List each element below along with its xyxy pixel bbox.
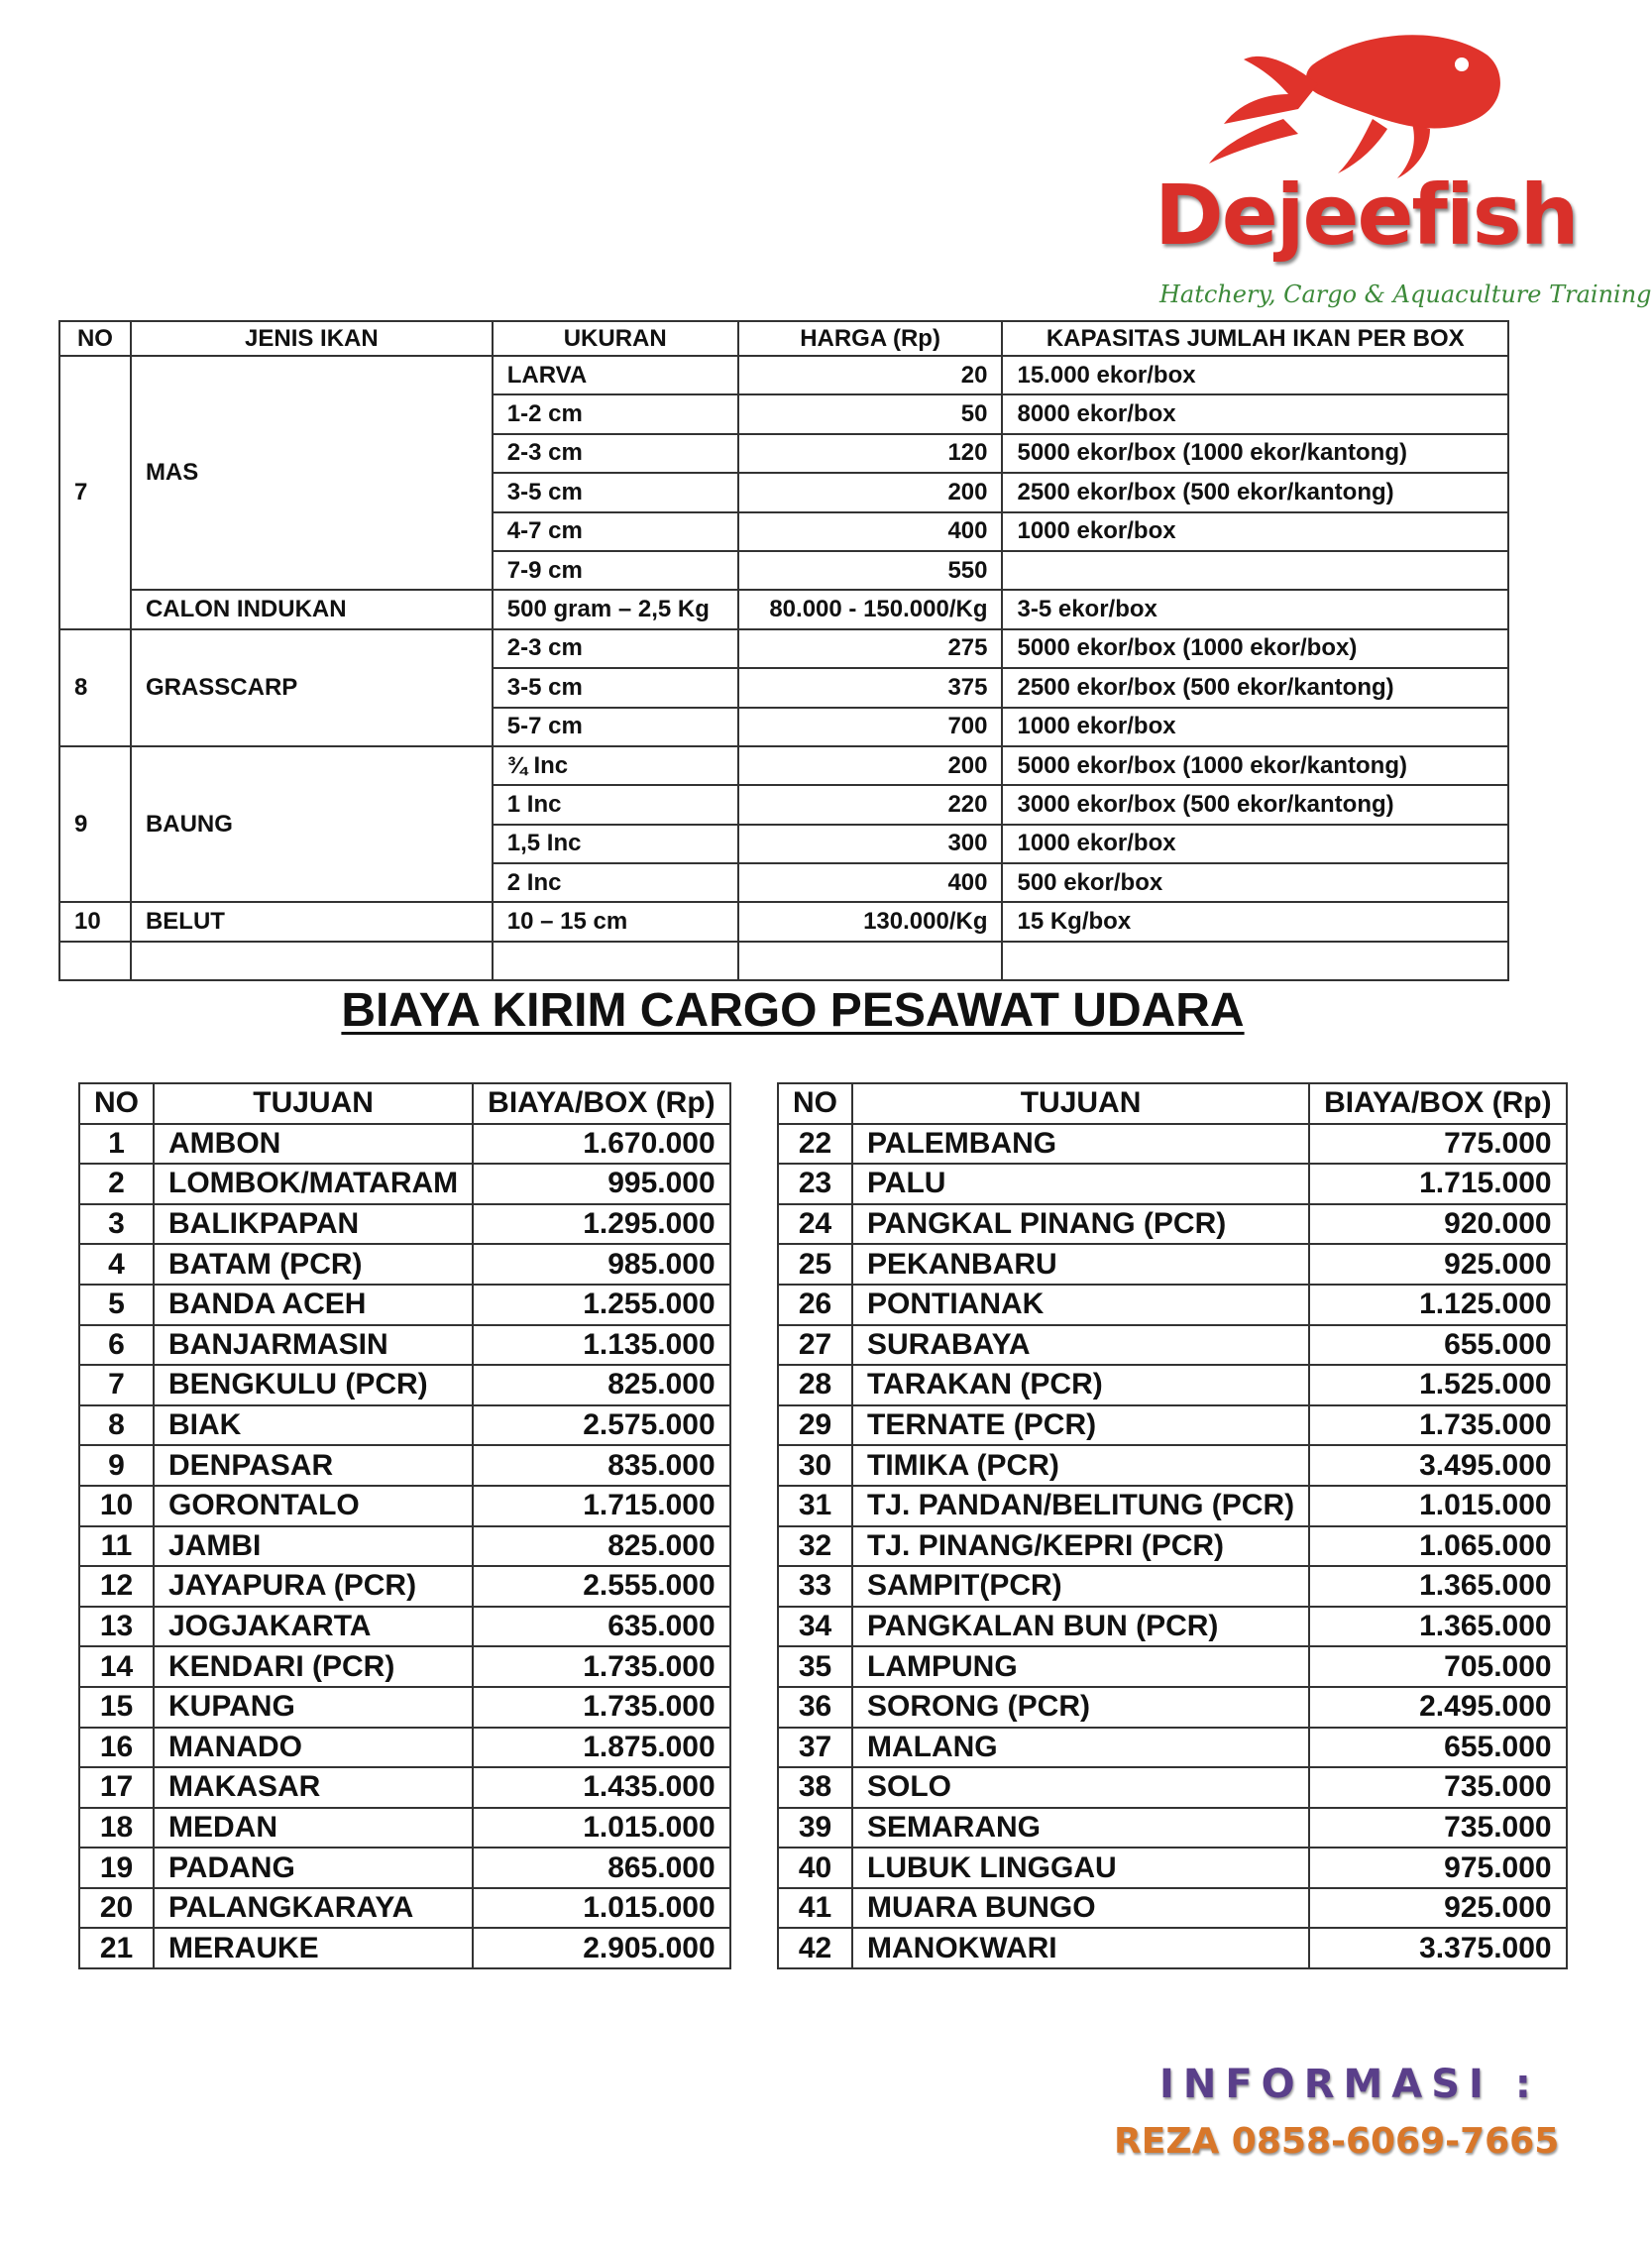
table-row	[79, 1646, 730, 1687]
contact-phone: REZA 0858-6069-7665	[1114, 2121, 1560, 2162]
destination-cell: MALANG	[852, 1728, 1309, 1768]
table-row	[59, 902, 1508, 941]
destination-cell: PALANGKARAYA	[154, 1888, 473, 1929]
header-harga: HARGA (Rp)	[738, 321, 1003, 356]
cost-cell: 995.000	[473, 1164, 729, 1204]
cost-cell: 1.435.000	[473, 1767, 729, 1808]
destination-cell: JAMBI	[154, 1526, 473, 1567]
table-row	[79, 1728, 730, 1768]
price-cell: 80.000 - 150.000/Kg	[738, 590, 1003, 628]
cost-cell: 835.000	[473, 1445, 729, 1486]
row-no: 8	[79, 1405, 154, 1446]
cargo-title-text: BIAYA KIRIM CARGO PESAWAT UDARA	[341, 984, 1245, 1037]
table-row	[79, 1928, 730, 1968]
cost-cell: 1.735.000	[473, 1687, 729, 1728]
destination-cell: JOGJAKARTA	[154, 1607, 473, 1647]
destination-cell: MERAUKE	[154, 1928, 473, 1968]
row-no: 28	[778, 1365, 852, 1405]
row-no: 4	[79, 1244, 154, 1285]
cost-cell: 925.000	[1309, 1244, 1566, 1285]
cost-cell: 2.575.000	[473, 1405, 729, 1446]
fish-name: BELUT	[131, 902, 493, 941]
fish-name: BAUNG	[131, 746, 493, 903]
header-tujuan: TUJUAN	[852, 1083, 1309, 1124]
header-no: NO	[778, 1083, 852, 1124]
fish-name: GRASSCARP	[131, 629, 493, 746]
destination-cell: BATAM (PCR)	[154, 1244, 473, 1285]
table-header-row	[79, 1083, 730, 1124]
row-no: 27	[778, 1325, 852, 1366]
cost-cell: 1.715.000	[1309, 1164, 1566, 1204]
row-no: 13	[79, 1607, 154, 1647]
destination-cell: KENDARI (PCR)	[154, 1646, 473, 1687]
row-no: 41	[778, 1888, 852, 1929]
row-no: 5	[79, 1285, 154, 1325]
capacity-cell: 3-5 ekor/box	[1002, 590, 1508, 628]
size-cell: 10 – 15 cm	[493, 902, 738, 941]
cost-cell: 2.495.000	[1309, 1687, 1566, 1728]
brand-name: Dejeefish	[1155, 167, 1578, 264]
destination-cell: PANGKAL PINANG (PCR)	[852, 1204, 1309, 1245]
row-no: 3	[79, 1204, 154, 1245]
table-row	[778, 1928, 1567, 1968]
size-cell: 2 Inc	[493, 863, 738, 902]
table-row	[79, 1607, 730, 1647]
row-no: 38	[778, 1767, 852, 1808]
destination-cell: AMBON	[154, 1124, 473, 1165]
row-no: 7	[79, 1365, 154, 1405]
cost-cell: 1.365.000	[1309, 1607, 1566, 1647]
destination-cell: DENPASAR	[154, 1445, 473, 1486]
destination-cell: MANADO	[154, 1728, 473, 1768]
table-row	[778, 1808, 1567, 1849]
row-no: 23	[778, 1164, 852, 1204]
destination-cell: PEKANBARU	[852, 1244, 1309, 1285]
row-no: 19	[79, 1848, 154, 1888]
table-row	[59, 356, 1508, 394]
header-biaya: BIAYA/BOX (Rp)	[1309, 1083, 1566, 1124]
destination-cell: SURABAYA	[852, 1325, 1309, 1366]
row-no: 7	[59, 356, 131, 629]
row-no: 18	[79, 1808, 154, 1849]
destination-cell: LOMBOK/MATARAM	[154, 1164, 473, 1204]
cost-cell: 705.000	[1309, 1646, 1566, 1687]
capacity-cell: 1000 ekor/box	[1002, 512, 1508, 551]
row-no: 42	[778, 1928, 852, 1968]
table-row	[79, 1445, 730, 1486]
row-no: 8	[59, 629, 131, 746]
cost-cell: 3.495.000	[1309, 1445, 1566, 1486]
cost-cell: 735.000	[1309, 1808, 1566, 1849]
size-cell: 2-3 cm	[493, 629, 738, 668]
row-no: 12	[79, 1566, 154, 1607]
price-cell: 120	[738, 434, 1003, 473]
fish-name: MAS	[131, 356, 493, 590]
header-kapasitas: KAPASITAS JUMLAH IKAN PER BOX	[1002, 321, 1508, 356]
cost-cell: 1.015.000	[1309, 1486, 1566, 1526]
capacity-cell: 1000 ekor/box	[1002, 825, 1508, 863]
table-row	[79, 1204, 730, 1245]
cost-cell: 1.715.000	[473, 1486, 729, 1526]
size-cell: 3-5 cm	[493, 668, 738, 707]
cost-cell: 825.000	[473, 1526, 729, 1567]
destination-cell: TARAKAN (PCR)	[852, 1365, 1309, 1405]
cost-cell: 2.555.000	[473, 1566, 729, 1607]
row-no: 16	[79, 1728, 154, 1768]
destination-cell: JAYAPURA (PCR)	[154, 1566, 473, 1607]
destination-cell: BANDA ACEH	[154, 1285, 473, 1325]
table-row	[79, 1405, 730, 1446]
destination-cell: GORONTALO	[154, 1486, 473, 1526]
row-no: 10	[79, 1486, 154, 1526]
destination-cell: BIAK	[154, 1405, 473, 1446]
table-row	[59, 746, 1508, 785]
cost-cell: 1.670.000	[473, 1124, 729, 1165]
row-no: 31	[778, 1486, 852, 1526]
row-no: 10	[59, 902, 131, 941]
price-cell: 50	[738, 394, 1003, 433]
destination-cell: MANOKWARI	[852, 1928, 1309, 1968]
table-row	[778, 1687, 1567, 1728]
row-no: 2	[79, 1164, 154, 1204]
cargo-title	[0, 983, 1586, 1038]
row-no: 40	[778, 1848, 852, 1888]
price-cell: 220	[738, 785, 1003, 824]
fish-name: CALON INDUKAN	[131, 590, 493, 628]
row-no: 26	[778, 1285, 852, 1325]
capacity-cell: 5000 ekor/box (1000 ekor/box)	[1002, 629, 1508, 668]
brand-tagline: Hatchery, Cargo & Aquaculture Training	[1159, 280, 1652, 308]
header-no: NO	[59, 321, 131, 356]
row-no: 1	[79, 1124, 154, 1165]
destination-cell: TJ. PANDAN/BELITUNG (PCR)	[852, 1486, 1309, 1526]
price-cell: 400	[738, 863, 1003, 902]
capacity-cell: 1000 ekor/box	[1002, 708, 1508, 746]
cost-cell: 1.135.000	[473, 1325, 729, 1366]
cost-cell: 1.875.000	[473, 1728, 729, 1768]
table-row	[778, 1526, 1567, 1567]
table-row	[778, 1285, 1567, 1325]
size-cell: 7-9 cm	[493, 551, 738, 590]
table-row	[79, 1848, 730, 1888]
table-row	[778, 1728, 1567, 1768]
cost-cell: 985.000	[473, 1244, 729, 1285]
capacity-cell: 5000 ekor/box (1000 ekor/kantong)	[1002, 434, 1508, 473]
table-row	[79, 1164, 730, 1204]
size-cell: LARVA	[493, 356, 738, 394]
table-row	[79, 1244, 730, 1285]
destination-cell: BANJARMASIN	[154, 1325, 473, 1366]
header-no: NO	[79, 1083, 154, 1124]
destination-cell: TJ. PINANG/KEPRI (PCR)	[852, 1526, 1309, 1567]
row-no: 33	[778, 1566, 852, 1607]
price-cell: 700	[738, 708, 1003, 746]
destination-cell: SAMPIT(PCR)	[852, 1566, 1309, 1607]
row-no: 17	[79, 1767, 154, 1808]
empty-row	[59, 942, 1508, 980]
cost-cell: 1.365.000	[1309, 1566, 1566, 1607]
cost-cell: 1.295.000	[473, 1204, 729, 1245]
row-no: 34	[778, 1607, 852, 1647]
size-cell: 5-7 cm	[493, 708, 738, 746]
row-no: 9	[79, 1445, 154, 1486]
table-row	[79, 1808, 730, 1849]
table-row	[79, 1365, 730, 1405]
cost-cell: 865.000	[473, 1848, 729, 1888]
header-tujuan: TUJUAN	[154, 1083, 473, 1124]
table-row	[778, 1486, 1567, 1526]
logo	[1115, 25, 1652, 322]
destination-cell: PANGKALAN BUN (PCR)	[852, 1607, 1309, 1647]
cost-cell: 655.000	[1309, 1325, 1566, 1366]
destination-cell: MAKASAR	[154, 1767, 473, 1808]
price-cell: 200	[738, 473, 1003, 511]
header-ukuran: UKURAN	[493, 321, 738, 356]
capacity-cell	[1002, 551, 1508, 590]
cost-cell: 975.000	[1309, 1848, 1566, 1888]
row-no: 22	[778, 1124, 852, 1165]
table-row	[778, 1566, 1567, 1607]
info-label: INFORMASI :	[1159, 2062, 1540, 2107]
capacity-cell: 2500 ekor/box (500 ekor/kantong)	[1002, 668, 1508, 707]
size-cell: 4-7 cm	[493, 512, 738, 551]
row-no: 25	[778, 1244, 852, 1285]
table-row	[79, 1285, 730, 1325]
row-no: 32	[778, 1526, 852, 1567]
table-row	[778, 1124, 1567, 1165]
size-cell: 1-2 cm	[493, 394, 738, 433]
row-no: 37	[778, 1728, 852, 1768]
size-cell: 3-5 cm	[493, 473, 738, 511]
row-no: 39	[778, 1808, 852, 1849]
cost-cell: 1.125.000	[1309, 1285, 1566, 1325]
price-cell: 200	[738, 746, 1003, 785]
destination-cell: MEDAN	[154, 1808, 473, 1849]
size-cell: 2-3 cm	[493, 434, 738, 473]
destination-cell: TIMIKA (PCR)	[852, 1445, 1309, 1486]
capacity-cell: 3000 ekor/box (500 ekor/kantong)	[1002, 785, 1508, 824]
fish-price-table	[58, 320, 1509, 981]
table-row	[778, 1164, 1567, 1204]
header-jenis-ikan: JENIS IKAN	[131, 321, 493, 356]
size-cell: 1 Inc	[493, 785, 738, 824]
table-row	[79, 1888, 730, 1929]
price-cell: 300	[738, 825, 1003, 863]
capacity-cell: 5000 ekor/box (1000 ekor/kantong)	[1002, 746, 1508, 785]
row-no: 29	[778, 1405, 852, 1446]
cost-cell: 1.525.000	[1309, 1365, 1566, 1405]
row-no: 6	[79, 1325, 154, 1366]
table-row	[59, 629, 1508, 668]
cost-cell: 1.735.000	[1309, 1405, 1566, 1446]
cargo-table-right	[777, 1082, 1568, 1969]
table-row	[79, 1325, 730, 1366]
price-cell: 375	[738, 668, 1003, 707]
cost-cell: 2.905.000	[473, 1928, 729, 1968]
cost-cell: 825.000	[473, 1365, 729, 1405]
destination-cell: SEMARANG	[852, 1808, 1309, 1849]
size-cell: ¾ Inc	[493, 746, 738, 785]
cost-cell: 920.000	[1309, 1204, 1566, 1245]
row-no: 14	[79, 1646, 154, 1687]
table-row	[778, 1325, 1567, 1366]
table-row	[79, 1767, 730, 1808]
size-cell: 1,5 Inc	[493, 825, 738, 863]
header-biaya: BIAYA/BOX (Rp)	[473, 1083, 729, 1124]
cost-cell: 735.000	[1309, 1767, 1566, 1808]
table-row	[79, 1486, 730, 1526]
destination-cell: PONTIANAK	[852, 1285, 1309, 1325]
destination-cell: PADANG	[154, 1848, 473, 1888]
price-cell: 275	[738, 629, 1003, 668]
capacity-cell: 8000 ekor/box	[1002, 394, 1508, 433]
capacity-cell: 15.000 ekor/box	[1002, 356, 1508, 394]
row-no: 30	[778, 1445, 852, 1486]
row-no: 24	[778, 1204, 852, 1245]
capacity-cell: 15 Kg/box	[1002, 902, 1508, 941]
cost-cell: 635.000	[473, 1607, 729, 1647]
table-header-row	[59, 321, 1508, 356]
destination-cell: PALU	[852, 1164, 1309, 1204]
destination-cell: LAMPUNG	[852, 1646, 1309, 1687]
table-row	[59, 590, 1508, 628]
capacity-cell: 2500 ekor/box (500 ekor/kantong)	[1002, 473, 1508, 511]
size-cell: 500 gram – 2,5 Kg	[493, 590, 738, 628]
table-row	[778, 1204, 1567, 1245]
cargo-table-left	[78, 1082, 731, 1969]
cost-cell: 925.000	[1309, 1888, 1566, 1929]
destination-cell: KUPANG	[154, 1687, 473, 1728]
table-row	[79, 1124, 730, 1165]
destination-cell: LUBUK LINGGAU	[852, 1848, 1309, 1888]
price-cell: 550	[738, 551, 1003, 590]
table-row	[778, 1646, 1567, 1687]
capacity-cell: 500 ekor/box	[1002, 863, 1508, 902]
row-no: 9	[59, 746, 131, 903]
destination-cell: SOLO	[852, 1767, 1309, 1808]
cost-cell: 1.735.000	[473, 1646, 729, 1687]
cost-cell: 655.000	[1309, 1728, 1566, 1768]
table-row	[79, 1526, 730, 1567]
row-no: 35	[778, 1646, 852, 1687]
table-row	[778, 1607, 1567, 1647]
cost-cell: 1.015.000	[473, 1888, 729, 1929]
row-no: 11	[79, 1526, 154, 1567]
table-row	[778, 1888, 1567, 1929]
table-row	[778, 1767, 1567, 1808]
table-row	[778, 1445, 1567, 1486]
destination-cell: BENGKULU (PCR)	[154, 1365, 473, 1405]
destination-cell: MUARA BUNGO	[852, 1888, 1309, 1929]
row-no: 20	[79, 1888, 154, 1929]
cost-cell: 1.065.000	[1309, 1526, 1566, 1567]
table-row	[79, 1687, 730, 1728]
price-cell: 20	[738, 356, 1003, 394]
price-cell: 130.000/Kg	[738, 902, 1003, 941]
table-row	[778, 1848, 1567, 1888]
cost-cell: 1.015.000	[473, 1808, 729, 1849]
table-row	[778, 1365, 1567, 1405]
table-row	[778, 1405, 1567, 1446]
cost-cell: 775.000	[1309, 1124, 1566, 1165]
row-no: 36	[778, 1687, 852, 1728]
table-row	[79, 1566, 730, 1607]
row-no: 15	[79, 1687, 154, 1728]
cost-cell: 1.255.000	[473, 1285, 729, 1325]
table-header-row	[778, 1083, 1567, 1124]
destination-cell: SORONG (PCR)	[852, 1687, 1309, 1728]
destination-cell: BALIKPAPAN	[154, 1204, 473, 1245]
table-row	[778, 1244, 1567, 1285]
destination-cell: TERNATE (PCR)	[852, 1405, 1309, 1446]
destination-cell: PALEMBANG	[852, 1124, 1309, 1165]
cost-cell: 3.375.000	[1309, 1928, 1566, 1968]
price-cell: 400	[738, 512, 1003, 551]
row-no: 21	[79, 1928, 154, 1968]
